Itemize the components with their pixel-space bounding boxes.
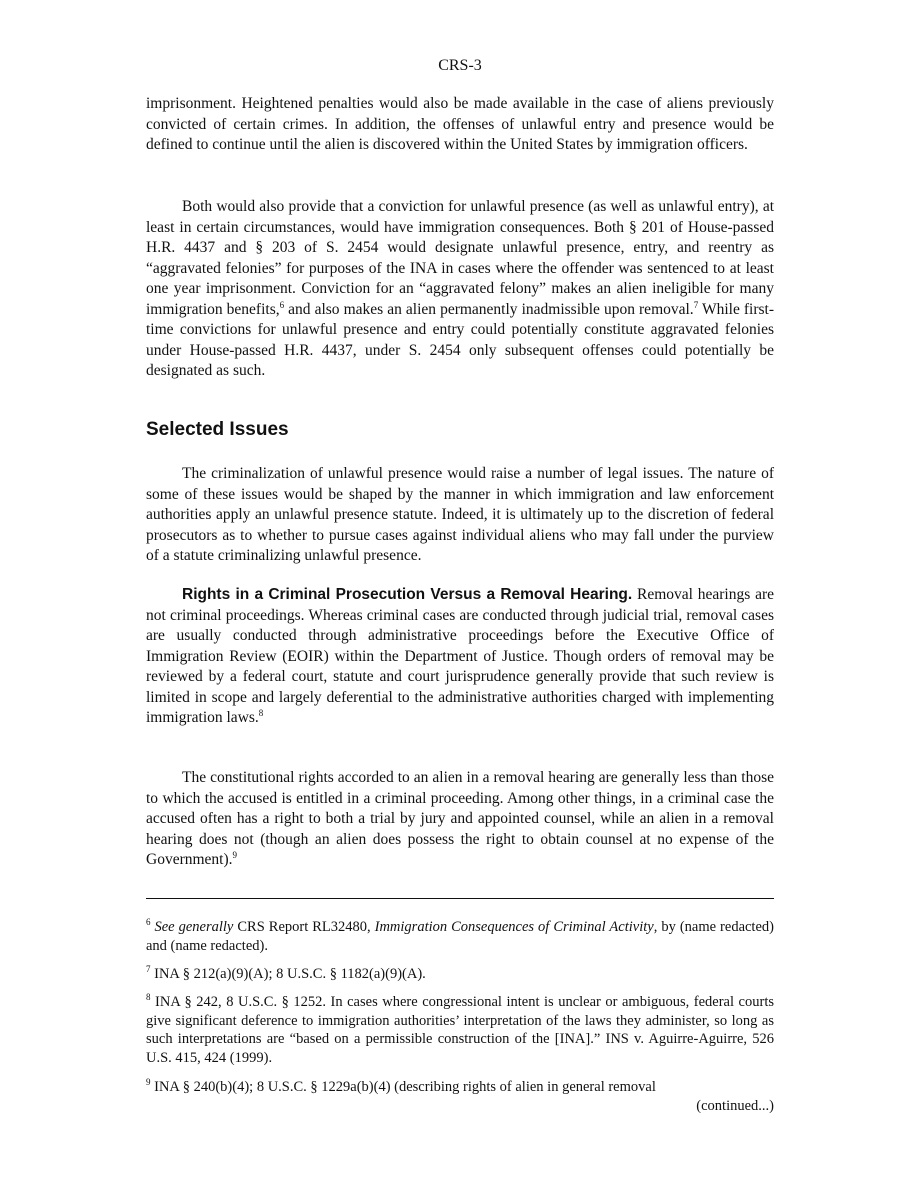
footnote-text: CRS Report RL32480,	[233, 919, 375, 935]
footnote-report-title: Immigration Consequences of Criminal Activity	[374, 919, 654, 935]
footnote-6	[146, 918, 774, 955]
section-title: Selected Issues	[146, 419, 289, 440]
footnote-8	[146, 993, 774, 1067]
footnote-number: 9	[146, 1077, 151, 1088]
paragraph-selected-issues: The criminalization of unlawful presence would raise a number of legal issues. The nature of some of these issues would be shaped by the manner in which immigration and law enforcement authorities apply an unlawful presence statute. Indeed, it is ultimately up to the discretion of federal prosecutors as to whether to pursue cases against individual aliens who may fall under the purview of a statute criminalizing unlawful presence.	[146, 465, 774, 564]
footnote-emphasis: See generally	[154, 919, 234, 935]
continued-marker: (continued...)	[696, 1097, 774, 1114]
footnote-9	[146, 1078, 774, 1115]
footnote-number: 8	[146, 992, 151, 1003]
footnote-ref-6[interactable]: 6	[279, 299, 285, 310]
paragraph-text: While first-time convictions for unlawful presence and entry could potentially constitute aggravated felonies under House-passed H.R. 4437, under S. 2454 only subsequent offenses could potentially be designated as such.	[146, 300, 774, 379]
footnote-text: , by (name redacted) and (name redacted).	[146, 919, 774, 954]
paragraph-text: The constitutional rights accorded to an alien in a removal hearing are generally less than those to which the accused is entitled in a criminal proceeding. Among other things, in a criminal case the accused often has a right to both a trial by jury and appointed counsel, while an alien in a removal hearing does not (though an alien does possess the right to obtain counsel at no expense of the Government).	[146, 769, 774, 868]
paragraph-text: Both would also provide that a conviction for unlawful presence (as well as unlawful entry), at least in certain circumstances, would have immigration consequences. Both § 201 of House-passed H.R. 4437 and § 203 of S. 2454 would designate unlawful presence, entry, and reentry as “aggravated felonies” for purposes of the INA in cases where the offender was sentenced to at least one year imprisonment. Conviction for an “aggravated felony” makes an alien ineligible for many immigration benefits,	[146, 198, 774, 318]
footnote-divider	[146, 898, 774, 899]
footnote-number: 6	[146, 917, 151, 928]
footnote-text: INA § 212(a)(9)(A); 8 U.S.C. § 1182(a)(9)(A).	[150, 966, 426, 982]
footnote-ref-8[interactable]: 8	[258, 707, 264, 718]
footnote-ref-9[interactable]: 9	[232, 849, 238, 860]
footnote-ref-7[interactable]: 7	[693, 299, 699, 310]
paragraph-text: Removal hearings are not criminal proceedings. Whereas criminal cases are conducted through judicial trial, removal cases are usually conducted through administrative proceedings before the Executive Office of Immigration Review (EOIR) within the Department of Justice. Though orders of removal may be reviewed by a federal court, statute and court jurisprudence generally provide that such review is limited in scope and largely deferential to the administrative authorities charged with implementing immigration laws.	[146, 586, 774, 726]
page-header: CRS-3	[438, 57, 482, 74]
footnote-text: INA § 240(b)(4); 8 U.S.C. § 1229a(b)(4) (describing rights of alien in general removal	[150, 1079, 656, 1095]
paragraph-rights	[146, 585, 774, 729]
paragraph-text: and also makes an alien permanently inadmissible upon removal.	[284, 300, 694, 318]
footnote-number: 7	[146, 964, 151, 975]
paragraph-immigration-consequences	[146, 197, 774, 382]
paragraph-constitutional-rights	[146, 768, 774, 871]
paragraph-continuation: imprisonment. Heightened penalties would also be made available in the case of aliens previously convicted of certain crimes. In addition, the offenses of unlawful entry and presence would be defined to continue until the alien is discovered within the United States by immigration officers.	[146, 95, 774, 153]
subsection-heading: Rights in a Criminal Prosecution Versus a Removal Hearing.	[182, 586, 633, 603]
footnote-text: INA § 242, 8 U.S.C. § 1252. In cases where congressional intent is unclear or ambiguous, federal courts give significant deference to immigration authorities’ interpretation of the laws they administer, so long as such interpretations are “based on a permissible construction of the [INA].” INS v. Aguirre-Aguirre, 526 U.S. 415, 424 (1999).	[146, 994, 774, 1066]
footnote-7	[146, 965, 774, 984]
